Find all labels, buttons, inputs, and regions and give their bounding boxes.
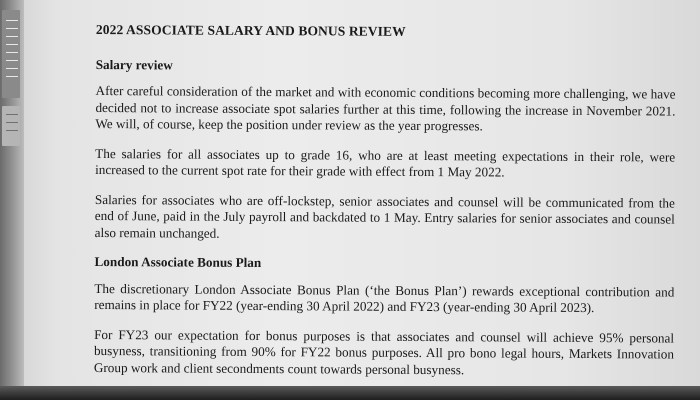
paragraph: The salaries for all associates up to grade 16, who are at least meeting expectations in their role, were increased to the current spot rate for their grade with effect from 1 May 2022. — [95, 145, 676, 180]
page-thumbnail[interactable] — [2, 106, 20, 146]
paragraph: After careful consideration of the market and with economic conditions becoming more challenging, we have decided not to increase associate spot salaries further at this time, following the increase in November 2021. We will, of course, keep the position under review as the year progresses. — [95, 82, 676, 134]
section-heading-salary-review: Salary review — [95, 56, 173, 72]
page-thumbnail-strip[interactable] — [0, 0, 24, 400]
screen-bezel-bottom — [0, 386, 700, 400]
document-page — [94, 22, 676, 393]
paragraph: For FY23 our expectation for bonus purposes is that associates and counsel will achieve 95% personal busyness, transitioning from 90% for FY22 bonus purposes. All pro bono legal hours, Markets Innovation Group work and client secondments count towards personal busyness. — [93, 326, 675, 377]
section-heading-bonus-plan: London Associate Bonus Plan — [94, 253, 262, 271]
paragraph: The discretionary London Associate Bonus Plan (‘the Bonus Plan’) rewards exceptional contribution and remains in place for FY22 (year-ending 30 April 2022) and FY23 (year-ending 30 April 2023). — [94, 280, 675, 316]
page-thumbnail[interactable] — [2, 10, 20, 98]
paragraph: Salaries for associates who are off-lockstep, senior associates and counsel will be communicated from the end of June, paid in the July payroll and backdated to 1 May. Entry salaries for senior associates and counsel also remain unchanged. — [94, 191, 675, 241]
document-title: 2022 ASSOCIATE SALARY AND BONUS REVIEW — [95, 22, 406, 39]
